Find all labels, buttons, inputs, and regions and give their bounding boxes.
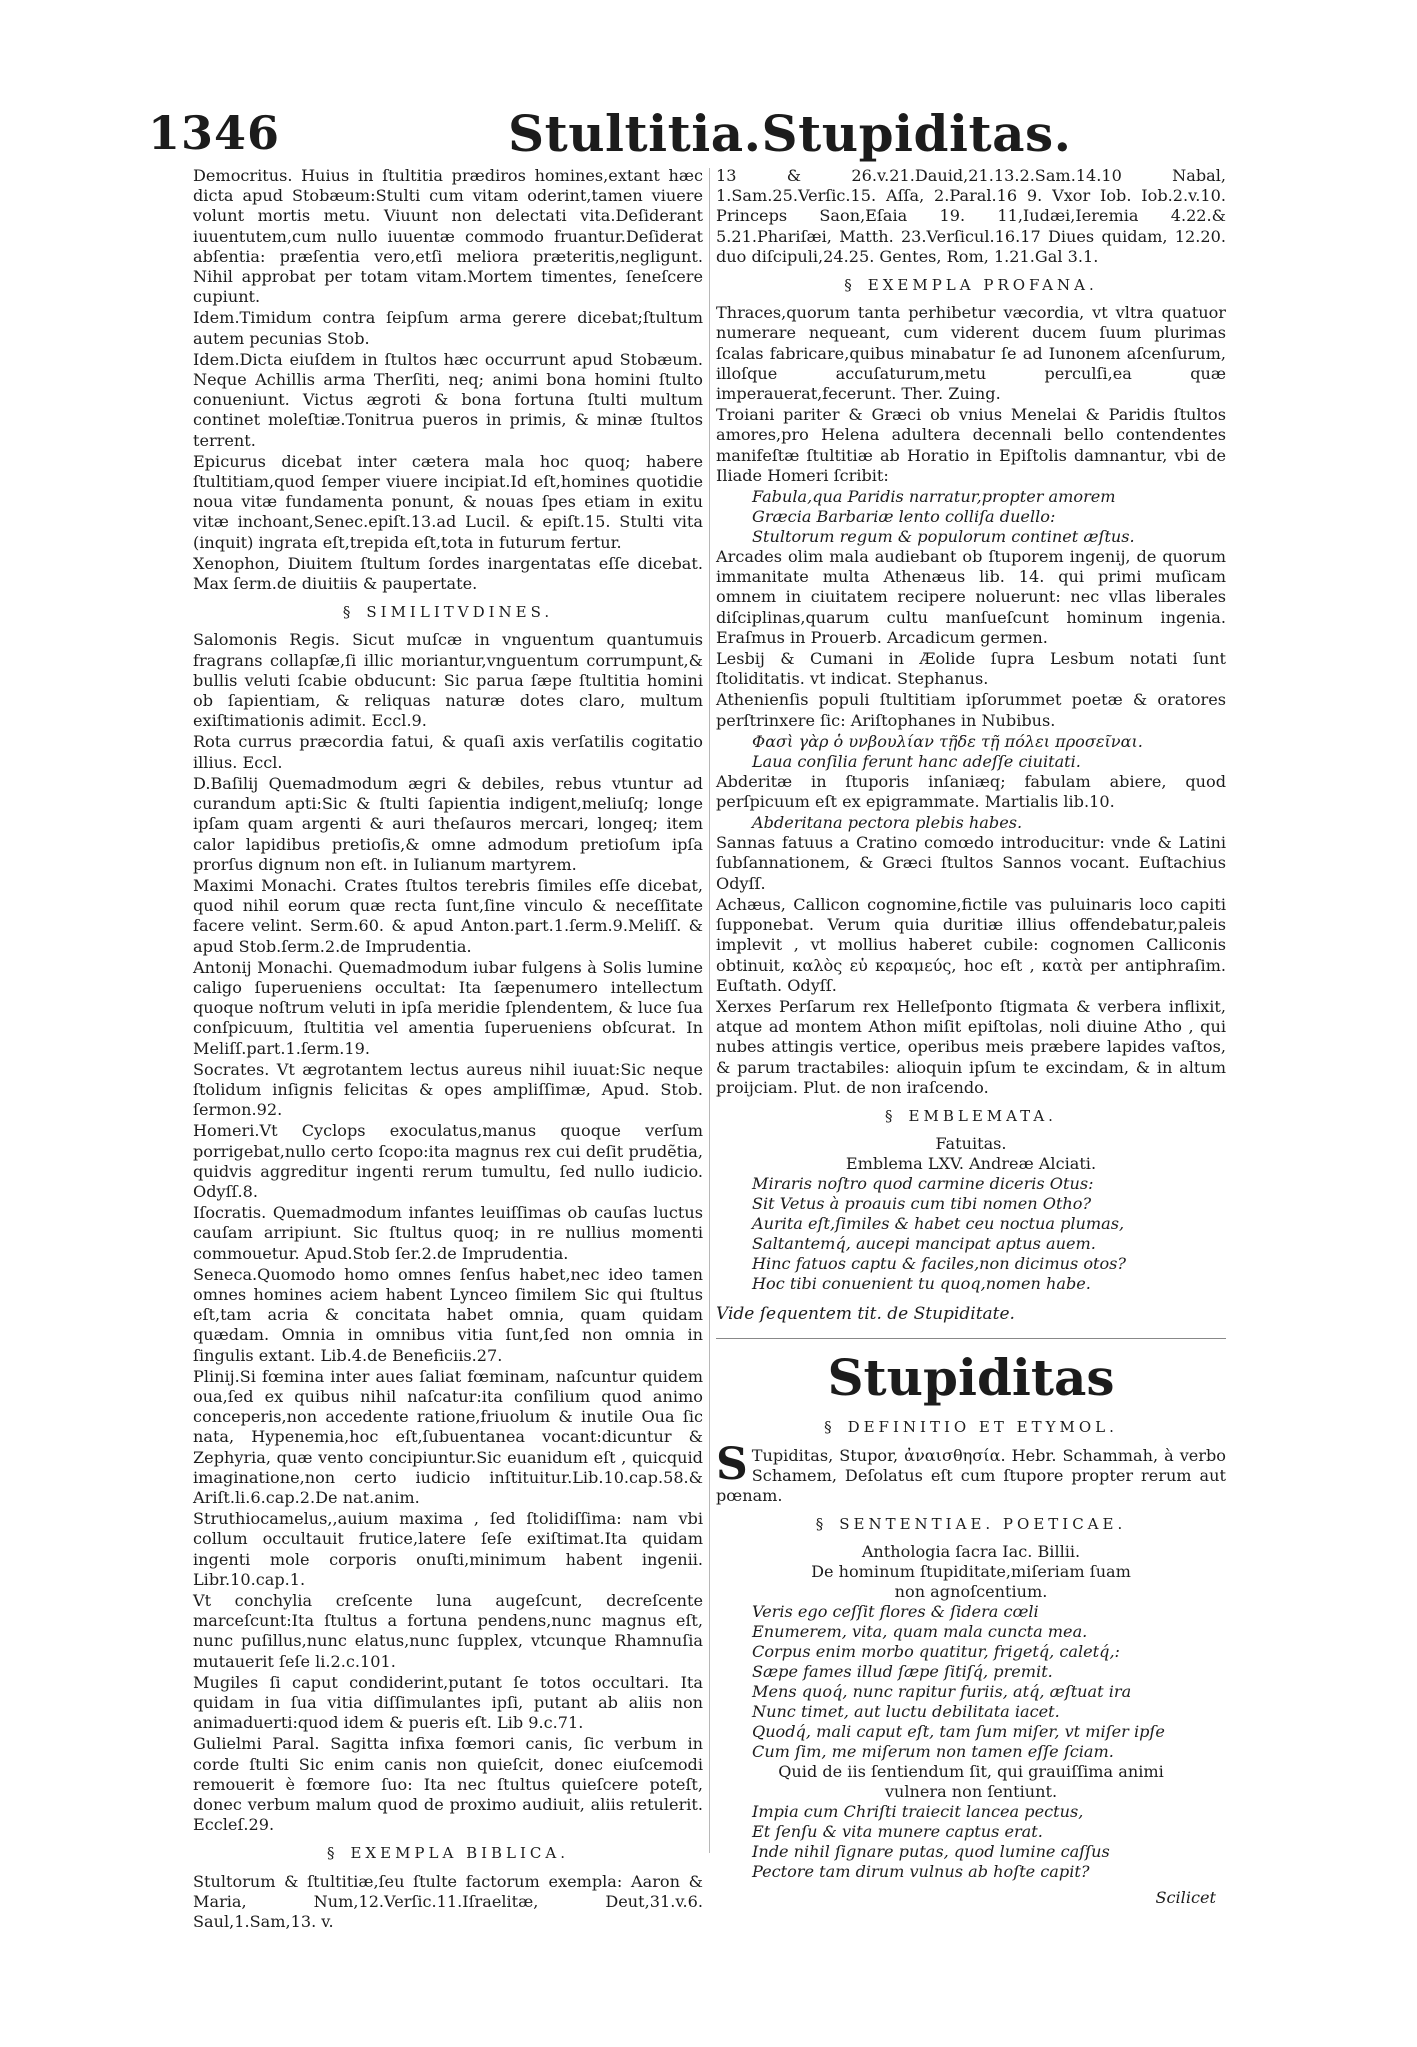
paragraph: Vt conchylia creſcente luna augeſcunt, decreſcente marceſcunt:Ita ſtultus a fortuna pendens,nunc magnus eſt, nunc puſillus,nunc elatus,nunc ſupplex, vtcunque Rhamnuſia mutauerit ſeſe li.2.c.101. xyxy=(193,1591,703,1671)
verse-line: Nunc timet, aut luctu debilitata iacet. xyxy=(752,1702,1060,1722)
paragraph: Idem.Timidum contra ſeipſum arma gerere dicebat;ſtultum autem pecunias Stob. xyxy=(193,308,703,348)
verse-line: Hoc tibi conuenient tu quoq,nomen habe. xyxy=(752,1274,1091,1294)
paragraph: Democritus. Huius in ſtultitia prædiros homines,extant hæc dicta apud Stobæum:Stulti cum vitam oderint,tamen viuere volunt mortis metu. Viuunt non delectati vita.Deſiderant iuuentutem,cum nullo iuuentæ commodo fruantur.Deſiderat abſentia: præſentia vero,etſi meliora præteritis,negligunt. Nihil approbat per totam vitam.Mortem timentes, ſeneſcere cupiunt. xyxy=(193,166,703,307)
verse-line: Laua conſilia ferunt hanc adeſſe ciuitati. xyxy=(752,751,1081,771)
paragraph: Gulielmi Paral. Sagitta infixa fœmori canis, ſic verbum in corde ſtulti Sic enim canis non quieſcit, donec eiuſcemodi remouerit è fœmore ſuo: Ita nec ſtultus quieſcere poteſt, donec verbum malum quod de proximo audiuit, aliis retulerit. Eccleſ.29. xyxy=(193,1734,703,1835)
paragraph: Plinij.Si fœmina inter aues ſaliat fœminam, naſcuntur quidem oua,ſed ex quibus nihil naſcatur:ita conſilium quod animo conceperis,non accedente ratione,friuolum & inutile Oua ſic nata, Hypenemia,hoc eſt,ſubuentanea vocant:dicuntur & Zephyria, quæ vento concipiuntur.Sic euanidum eſt , quicquid imaginatione,non certo iudicio inſtituitur.Lib.10.cap.58.& Ariſt.li.6.cap.2.De nat.anim. xyxy=(193,1366,703,1507)
section-heading-sententiae: § SENTENTIAE. POETICAE. xyxy=(815,1515,1127,1534)
emblem-title: Fatuitas. xyxy=(935,1134,1007,1154)
paragraph: Socrates. Vt ægrotantem lectus aureus nihil iuuat:Sic neque ſtolidum inſignis felicitas & opes ampliſſimæ, Apud. Stob. ſermon.92. xyxy=(193,1059,703,1120)
running-title: Stultitia.Stupiditas. xyxy=(508,104,1072,163)
verse-line: Pectore tam dirum vulnus ab hoſte capit? xyxy=(752,1862,1090,1882)
see-also: Vide ſequentem tit. de Stupiditate. xyxy=(716,1304,1015,1325)
paragraph: Lesbij & Cumani in Æolide ſupra Lesbum notati ſunt ſtoliditatis. vt indicat. Stephanus. xyxy=(716,649,1226,689)
paragraph: Struthiocamelus,,auium maxima , ſed ſtolidiſſima: nam vbi collum occultauit frutice,latere ſeſe exiſtimat.Ita quidam ingenti mole corporis onuſti,minimum habent ingenii. Libr.10.cap.1. xyxy=(193,1509,703,1589)
verse-line: Φασὶ γὰρ ὁ υνβουλίαν τῇδε τῇ πόλει προσεῖναι. xyxy=(752,731,1143,751)
pilcrow-icon: § xyxy=(844,276,856,295)
catchword: Scilicet xyxy=(1155,1888,1216,1908)
paragraph: Maximi Monachi. Crates ſtultos terebris ſimiles eſſe dicebat, quod nihil eorum quæ recta ſunt,ſine vinculo & neceſſitate facere velint. Serm.60. & apud Anton.part.1.ſerm.9.Meliſſ. & apud Stob.ſerm.2.de Imprudentia. xyxy=(193,875,703,956)
emblem-source: Emblema LXV. Andreæ Alciati. xyxy=(845,1154,1097,1174)
paragraph: Antonij Monachi. Quemadmodum iubar fulgens à Solis lumine caligo ſuperueniens occultat: Ita ſæpenumero intellectum quoque noſtrum veluti in ipſa meridie ſplendentem, & luce ſua conſpicuum, ſtultitia vel amentia ſuperueniens obſcurat. In Meliſſ.part.1.ſerm.19. xyxy=(193,957,703,1058)
verse-line: Cum ſim, me miſerum non tamen eſſe ſciam. xyxy=(752,1742,1114,1762)
title-rule xyxy=(716,1338,1226,1339)
section-title-stupiditas: Stupiditas xyxy=(827,1348,1115,1408)
verse-line: Saltantemq́, aucepi mancipat aptus auem. xyxy=(752,1234,1096,1254)
pilcrow-icon: § xyxy=(885,1106,897,1125)
verse-line: Et ſenſu & vita munere captus erat. xyxy=(752,1822,1043,1842)
verse-line: Corpus enim morbo quatitur, frigetq́, caletq́,: xyxy=(752,1642,1120,1662)
verse-line: Mens quoq́, nunc rapitur furiis, atq́, æſtuat ira xyxy=(752,1682,1132,1702)
paragraph: D.Baſilij Quemadmodum ægri & debiles, rebus vtuntur ad curandum apti:Sic & ſtulti ſapientia indigent,meliuſq; longe ipſam quam argenti & auri theſauros mercari, longeq; item calor lapidibus pretioſis,& omne admodum pretioſum ipſa prorſus dignum non eſt. in Iulianum martyrem. xyxy=(193,773,703,874)
paragraph: Stultorum & ſtultitiæ,ſeu ſtulte factorum exempla: Aaron & Maria, Num,12.Verſic.11.Iſraelitæ, Deut,31.v.6. Saul,1.Sam,13. v. xyxy=(193,1871,703,1932)
verse-line: Fabula,qua Paridis narratur,propter amorem xyxy=(752,487,1116,507)
paragraph: Xenophon, Diuitem ſtultum ſordes inargentatas eſſe dicebat. Max ſerm.de diuitiis & paupertate. xyxy=(193,553,703,594)
verse-line: Miraris noſtro quod carmine diceris Otus: xyxy=(752,1174,1094,1194)
paragraph: Arcades olim mala audiebant ob ſtuporem ingenij, de quorum immanitate multa Athenæus lib. 14. qui primi muſicam omnem in ciuitatem recipere noluerunt: nec vllas liberales diſciplinas,quarum cultu manſueſcunt hominum ingenia. Eraſmus in Prouerb. Arcadicum germen. xyxy=(716,547,1226,647)
paragraph: Thraces,quorum tanta perhibetur væcordia, vt vltra quatuor numerare nequeant, cum viderent ducem ſuum plurimas ſcalas fabricare,quibus minabatur ſe ad Iunonem aſcenſurum, illoſque accuſaturum,metu perculſi,ea quæ imperauerat,fecerunt. Ther. Zuing. xyxy=(716,303,1226,404)
verse-line: Veris ego ceſſit flores & ſidera cœli xyxy=(752,1602,1039,1622)
paragraph: Athenienſis populi ſtultitiam ipſorummet poetæ & oratores perſtrinxere ſic: Ariſtophanes in Nubibus. xyxy=(716,690,1226,730)
anthology-question: vulnera non ſentiunt. xyxy=(884,1782,1058,1802)
paragraph: Iſocratis. Quemadmodum infantes leuiſſimas ob cauſas luctus cauſam arripiunt. Sic ſtultus quoq; in re nullius momenti commouetur. Apud.Stob ſer.2.de Imprudentia. xyxy=(193,1203,703,1263)
section-heading-emblemata: § EMBLEMATA. xyxy=(885,1106,1057,1125)
column-rule xyxy=(709,168,710,1853)
section-heading-definitio: § DEFINITIO ET ETYMOL. xyxy=(824,1418,1118,1437)
verse-line: Abderitana pectora plebis habes. xyxy=(752,813,1023,833)
section-heading-biblica: § EXEMPLA BIBLICA. xyxy=(326,1844,570,1863)
section-heading-profana: § EXEMPLA PROFANA. xyxy=(844,276,1098,295)
verse-line: Sæpe fames illud ſæpe ſitiſq́, premit. xyxy=(752,1662,1053,1682)
anthology-title: Anthologia ſacra Iac. Billii. xyxy=(861,1542,1081,1562)
pilcrow-icon: § xyxy=(326,1844,339,1863)
pilcrow-icon: § xyxy=(815,1515,828,1534)
verse-line: Enumerem, vita, quam mala cuncta mea. xyxy=(752,1622,1088,1642)
paragraph: Rota currus præcordia fatui, & quaſi axis verſatilis cogitatio illius. Eccl. xyxy=(193,732,703,772)
left-column xyxy=(193,166,703,1933)
verse-line: Hinc fatuos captu & faciles,non dicimus otos? xyxy=(752,1254,1127,1274)
verse-line: Stultorum regum & populorum continet æſtus. xyxy=(752,527,1135,547)
anthology-subtitle: non agnoſcentium. xyxy=(894,1582,1048,1602)
verse-line: Impia cum Chriſti traiecit lancea pectus, xyxy=(752,1802,1084,1822)
pilcrow-icon: § xyxy=(824,1418,836,1437)
right-column xyxy=(716,166,1226,1909)
paragraph: Sannas fatuus a Cratino comœdo introducitur: vnde & Latini ſubſannationem, & Græci ſtultos Sannos vocant. Euſtachius Odyſſ. xyxy=(716,833,1226,893)
paragraph: Troiani pariter & Græci ob vnius Menelai & Paridis ſtultos amores,pro Helena adultera decennali bello contendentes manifeſtæ ſtultitiæ ab Horatio in Epiſtolis damnantur, vbi de Iliade Homeri ſcribit: xyxy=(716,405,1226,485)
verse-line: Quodq́, mali caput eſt, tam ſum miſer, vt miſer ipſe xyxy=(752,1722,1165,1742)
paragraph: Homeri.Vt Cyclops exoculatus,manus quoque verſum porrigebat,nullo certo ſcopo:ita magnus rex cui deſit prudẽtia, quidvis aggreditur ingenti rerum tumultu, ſed nullo iudicio. Odyſſ.8. xyxy=(193,1121,703,1201)
pilcrow-icon: § xyxy=(342,603,355,622)
paragraph: Abderitæ in ſtuporis inſaniæq; fabulam abiere, quod perſpicuum eſt ex epigrammate. Martialis lib.10. xyxy=(716,771,1226,812)
verse-line: Sit Vetus à proauis cum tibi nomen Otho? xyxy=(752,1194,1092,1214)
verse-line: Inde nihil ſignare putas, quod lumine caſſus xyxy=(752,1842,1110,1862)
paragraph: Salomonis Regis. Sicut muſcæ in vnguentum quantumuis fragrans collapſæ,ſi illic moriantur,vnguentum corrumpunt,& bullis veluti ſcabie obducunt: Sic parua ſæpe ſtultitia homini ob ſapientiam, & reliquas naturæ dotes claro, multum exiſtimationis adimit. Eccl.9. xyxy=(193,630,703,731)
page-number: 1346 xyxy=(148,106,281,160)
paragraph: Idem.Dicta eiuſdem in ſtultos hæc occurrunt apud Stobæum. Neque Achillis arma Therſiti, neq; animi bona homini ſtulto conueniunt. Victus ægroti & bona fortuna ſtulti multum continet moleſtiæ.Tonitrua pueros in primis, & minæ ſtultos terrent. xyxy=(193,349,703,450)
paragraph: Seneca.Quomodo homo omnes ſenſus habet,nec ideo tamen omnes homines aciem habent Lynceo ſimilem Sic qui ſtultus eſt,tam acria & concitata habet omnia, quam quidam quædam. Omnia in omnibus vitia ſunt,ſed non omnia in ſingulis extant. Lib.4.de Beneficiis.27. xyxy=(193,1264,703,1365)
paragraph: Epicurus dicebat inter cætera mala hoc quoq; habere ſtultitiam,quod ſemper viuere incipiat.Id eſt,homines quotidie noua vitæ fundamenta ponunt, & nouas ſpes etiam in exitu vitæ inchoant,Senec.epiſt.13.ad Lucil. & epiſt.15. Stulti vita (inquit) ingrata eſt,trepida eſt,tota in futurum fertur. xyxy=(193,451,703,552)
verse-line: Græcia Barbariæ lento colliſa duello: xyxy=(752,507,1056,527)
verse-line: Aurita eſt,ſimiles & habet ceu noctua plumas, xyxy=(752,1214,1125,1234)
anthology-question: Quid de iis ſentiendum ſit, qui grauiſſima animi xyxy=(778,1762,1164,1782)
paragraph: Xerxes Perſarum rex Helleſponto ſtigmata & verbera inflixit, atque ad montem Athon miſit epiſtolas, noli diuine Atho , qui nubes attingis vertice, operibus meis præbere lapides vaſtos, & parum tractabiles: alioquin ipſum te excindam, & in altum proijciam. Plut. de non iraſcendo. xyxy=(716,996,1226,1097)
definition-paragraph: S Tupiditas, Stupor, ἀναισθησία. Hebr. Schammah, à verbo Schamem, Deſolatus eſt cum ſtupore propter rerum aut pœnam. xyxy=(716,1438,1226,1505)
paragraph: Achæus, Callicon cognomine,fictile vas puluinaris loco capiti ſupponebat. Verum quia duritiæ illius offendebatur,paleis implevit , vt mollius haberet cubile: cognomen Calliconis obtinuit, καλὸς εὑ κεραμεύς, hoc eſt , κατὰ per antiphraſim. Euſtath. Odyſſ. xyxy=(716,894,1226,995)
paragraph: Mugiles ſi caput condiderint,putant ſe totos occultari. Ita quidam in ſua vitia diſſimulantes ipſi, putant ab aliis non animaduerti:quod idem & pueris eſt. Lib 9.c.71. xyxy=(193,1672,703,1733)
anthology-subtitle: De hominum ſtupiditate,miſeriam ſuam xyxy=(811,1562,1131,1582)
drop-cap: S xyxy=(716,1438,748,1490)
section-heading-similitudines: § SIMILITVDINES. xyxy=(342,603,554,622)
paragraph: 13 & 26.v.21.Dauid,21.13.2.Sam.14.10 Nabal, 1.Sam.25.Verſic.15. Aſſa, 2.Paral.16 9. Vxor Iob. Iob.2.v.10. Princeps Saon,Eſaia 19. 11,Iudæi,Ieremia 4.22.& 5.21.Phariſæi, Matth. 23.Verſicul.16.17 Diues quidam, 12.20. duo diſcipuli,24.25. Gentes, Rom, 1.21.Gal 3.1. xyxy=(716,166,1226,266)
